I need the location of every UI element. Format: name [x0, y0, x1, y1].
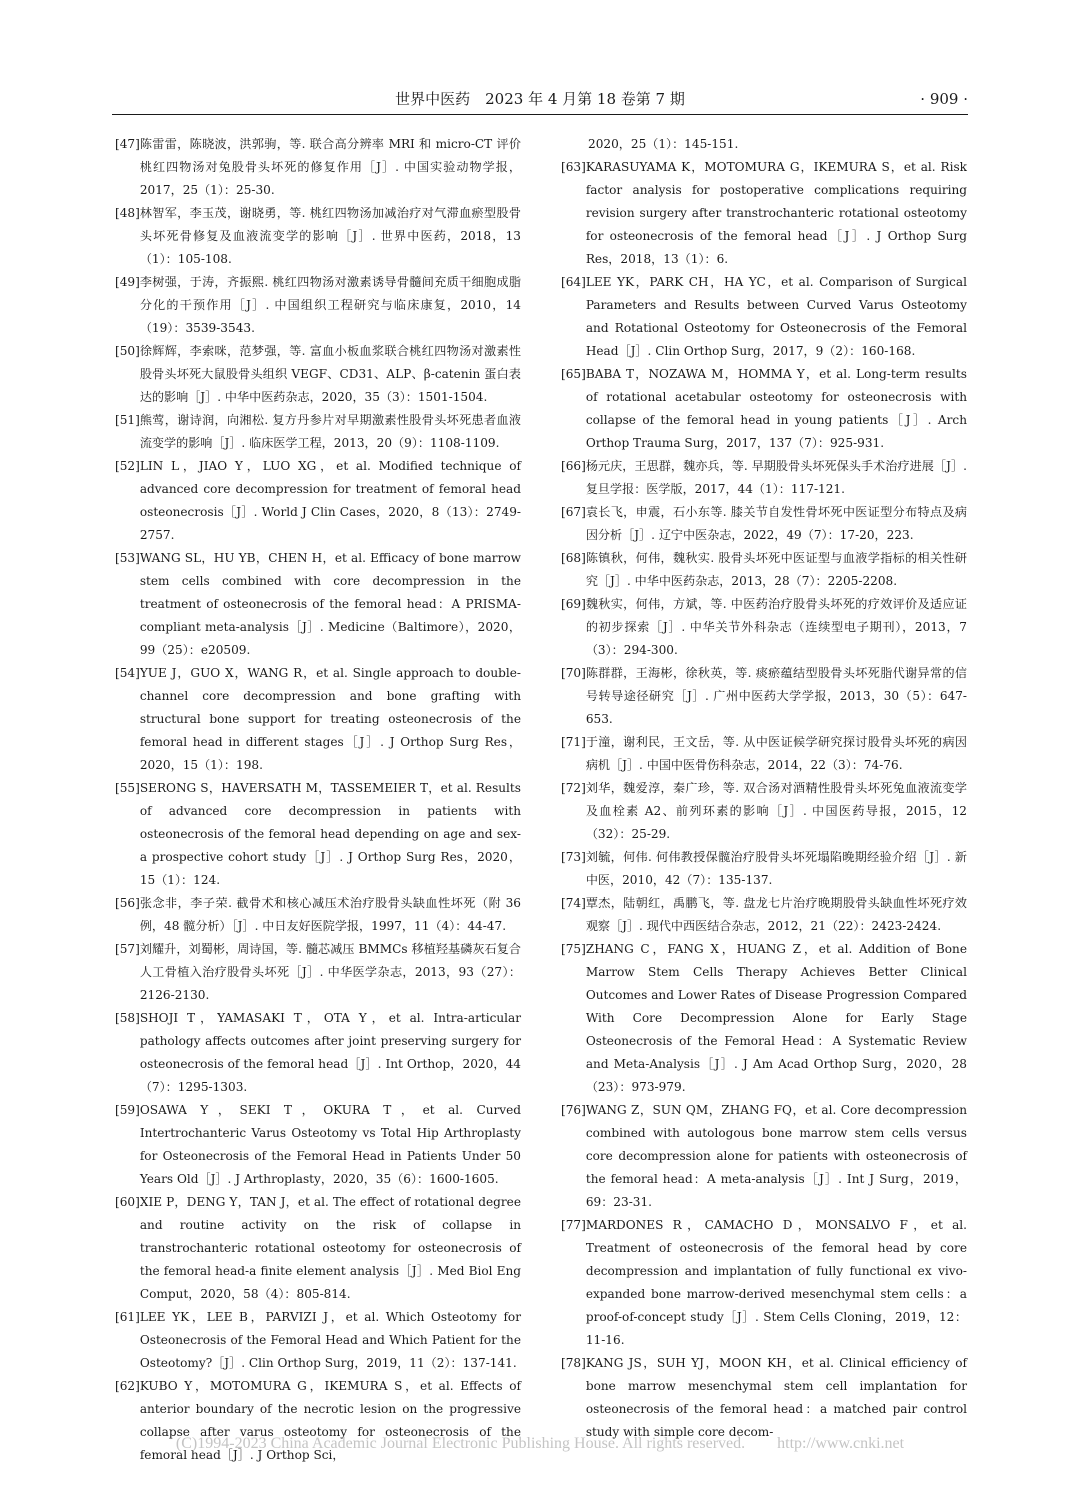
reference-text: KARASUYAMA K，MOTOMURA G，IKEMURA S，et al. Risk factor analysis for postoperative complications requiring revision surgery after transtrochanteric rotational osteotomy for osteonecrosis of the femoral head［J］. J Orthop Surg Res，2018，13（1）：6. [585, 160, 967, 266]
reference-text: SHOJI T，YAMASAKI T，OTA Y，et al. Intra-articular pathology affects outcomes after joint preserving surgery for osteonecrosis of the femoral head［J］. Int Orthop，2020，44（7）：1295-1303. [139, 1011, 521, 1094]
reference-entry [561, 271, 967, 363]
reference-number: [56] [115, 896, 140, 910]
reference-entry [115, 1191, 521, 1306]
reference-number: [70] [561, 666, 586, 680]
reference-entry [561, 156, 967, 271]
reference-text: BABA T，NOZAWA M，HOMMA Y，et al. Long-term results of rotational acetabular osteotomy for osteonecrosis with collapse of the femoral head in young patients［J］. Arch Orthop Trauma Surg，2017，137（7）：925-931. [585, 367, 967, 450]
reference-number: [51] [115, 413, 140, 427]
reference-number: [64] [561, 275, 586, 289]
reference-text: 林智军，李玉茂，谢晓勇，等. 桃红四物汤加减治疗对气滞血瘀型股骨头坏死骨修复及血液流变学的影响［J］. 世界中医药，2018，13（1）：105-108. [139, 206, 521, 266]
reference-text: 徐辉辉，李索咪，范梦强，等. 富血小板血浆联合桃红四物汤对激素性股骨头坏死大鼠股骨头组织 VEGF、CD31、ALP、β-catenin 蛋白表达的影响［J］. 中华中医药杂志，2020，35（3）：1501-1504. [139, 344, 521, 404]
reference-entry [115, 133, 521, 202]
reference-number: [67] [561, 505, 586, 519]
reference-entry [561, 593, 967, 662]
reference-entry [115, 340, 521, 409]
reference-text: KANG JS，SUH YJ，MOON KH，et al. Clinical efficiency of bone marrow mesenchymal stem cell implantation for osteonecrosis of the femoral head：a matched pair control study with simple core decom- [585, 1356, 967, 1439]
reference-entry [115, 1099, 521, 1191]
reference-number: [59] [115, 1103, 140, 1117]
reference-text: 魏秋实，何伟，方斌，等. 中医药治疗股骨头坏死的疗效评价及适应证的初步探索［J］. 中华关节外科杂志（连续型电子期刊），2013，7（3）：294-300. [585, 597, 967, 657]
reference-entry [115, 777, 521, 892]
reference-entry [115, 938, 521, 1007]
reference-entry [561, 363, 967, 455]
reference-entry [561, 1099, 967, 1214]
reference-number: [49] [115, 275, 140, 289]
reference-entry [561, 777, 967, 846]
reference-number: [73] [561, 850, 586, 864]
reference-entry [561, 731, 967, 777]
copyright-footer: (C)1994-2023 China Academic Journal Electronic Publishing House. All rights reserved. http://www.cnki.net [175, 1435, 905, 1452]
reference-entry [561, 1352, 967, 1444]
reference-text: 刘耀升，刘蜀彬，周诗国，等. 髓芯减压 BMMCs 移植羟基磷灰石复合人工骨植入治疗股骨头坏死［J］. 中华医学杂志，2013，93（27）：2126-2130. [139, 942, 521, 1002]
reference-number: [76] [561, 1103, 586, 1117]
reference-entry [115, 455, 521, 547]
reference-number: [47] [115, 137, 140, 151]
page-number: · 909 · [920, 90, 968, 108]
reference-number: [53] [115, 551, 140, 565]
reference-entry [115, 1007, 521, 1099]
reference-entry [115, 547, 521, 662]
reference-entry [561, 501, 967, 547]
reference-entry [561, 846, 967, 892]
reference-number: [74] [561, 896, 586, 910]
reference-text: 陈雷雷，陈晓波，洪郭驹，等. 联合高分辨率 MRI 和 micro-CT 评价桃红四物汤对兔股骨头坏死的修复作用［J］. 中国实验动物学报，2017，25（1）：25-30. [139, 137, 521, 197]
running-header [112, 88, 968, 112]
journal-title: 世界中医药 2023 年 4 月第 18 卷第 7 期 [395, 90, 685, 108]
reference-number: [48] [115, 206, 140, 220]
references-left-column [115, 133, 521, 1467]
reference-text: 熊莺，谢诗润，向湘松. 复方丹参片对早期激素性股骨头坏死患者血液流变学的影响［J］. 临床医学工程，2013，20（9）：1108-1109. [139, 413, 521, 450]
reference-number: [63] [561, 160, 586, 174]
reference-number: [61] [115, 1310, 140, 1324]
reference-number: [78] [561, 1356, 586, 1370]
reference-text: ZHANG C，FANG X，HUANG Z，et al. Addition of Bone Marrow Stem Cells Therapy Achieves Better Clinical Outcomes and Lower Rates of Disease Progression Compared With Core Decompression Alone for Early Stage Osteonecrosis of the Femoral Head：A Systematic Review and Meta-Analysis［J］. J Am Acad Orthop Surg，2020，28（23）：973-979. [585, 942, 967, 1094]
reference-text: 覃杰，陆朝红，禹鹏飞，等. 盘龙七片治疗晚期股骨头缺血性坏死疗效观察［J］. 现代中西医结合杂志，2012，21（22）：2423-2424. [585, 896, 967, 933]
reference-number: [54] [115, 666, 140, 680]
reference-text: 杨元庆，王思群，魏亦兵，等. 早期股骨头坏死保头手术治疗进展［J］. 复旦学报：医学版，2017，44（1）：117-121. [585, 459, 967, 496]
reference-entry [115, 409, 521, 455]
reference-number: [72] [561, 781, 586, 795]
reference-text: 袁长飞，申震，石小东等. 膝关节自发性骨坏死中医证型分布特点及病因分析［J］. 辽宁中医杂志，2022，49（7）：17-20，223. [585, 505, 967, 542]
reference-text: SERONG S，HAVERSATH M，TASSEMEIER T，et al. Results of advanced core decompression in patients with osteonecrosis of the femoral head depending on age and sex-a prospective cohort study［J］. J Orthop Surg Res，2020，15（1）：124. [139, 781, 521, 887]
reference-number: [52] [115, 459, 140, 473]
reference-entry [115, 1306, 521, 1375]
reference-text: 张念非，李子荣. 截骨术和核心减压术治疗股骨头缺血性坏死（附 36 例，48 髋分析）［J］. 中日友好医院学报，1997，11（4）：44-47. [139, 896, 521, 933]
reference-entry [561, 455, 967, 501]
reference-entry [561, 547, 967, 593]
reference-number: [71] [561, 735, 586, 749]
reference-number: [69] [561, 597, 586, 611]
reference-text: 陈镇秋，何伟，魏秋实. 股骨头坏死中医证型与血液学指标的相关性研究［J］. 中华中医药杂志，2013，28（7）：2205-2208. [585, 551, 967, 588]
reference-number: [58] [115, 1011, 140, 1025]
reference-text: MARDONES R，CAMACHO D，MONSALVO F，et al. Treatment of osteonecrosis of the femoral head by core decompression and implantation of fully functional ex vivo-expanded bone marrow-derived mesenchymal stem cells：a proof-of-concept study［J］. Stem Cells Cloning，2019，12：11-16. [585, 1218, 967, 1347]
reference-text: LEE YK，PARK CH，HA YC，et al. Comparison of Surgical Parameters and Results between Curved Varus Osteotomy and Rotational Osteotomy for Osteonecrosis of the Femoral Head［J］. Clin Orthop Surg，2017，9（2）：160-168. [585, 275, 967, 358]
reference-text: 李树强，于涛，齐振熙. 桃红四物汤对激素诱导骨髓间充质干细胞成脂分化的干预作用［J］. 中国组织工程研究与临床康复，2010，14（19）：3539-3543. [139, 275, 521, 335]
reference-text: 刘华，魏爱淳，秦广珍，等. 双合汤对酒精性股骨头坏死兔血液流变学及血栓素 A2、前列环素的影响［J］. 中国医药导报，2015，12（32）：25-29. [585, 781, 967, 841]
reference-continuation: 2020，25（1）：145-151. [588, 137, 739, 151]
reference-entry [115, 202, 521, 271]
reference-number: [62] [115, 1379, 140, 1393]
reference-number: [60] [115, 1195, 140, 1209]
reference-entry [561, 1214, 967, 1352]
reference-entry [561, 662, 967, 731]
reference-text: WANG Z，SUN QM，ZHANG FQ，et al. Core decompression combined with autologous bone marrow stem cells versus core decompression alone for patients with osteonecrosis of the femoral head：A meta-analysis［J］. Int J Surg，2019，69：23-31. [585, 1103, 967, 1209]
reference-text: 陈群群，王海彬，徐秋英，等. 痰瘀蕴结型股骨头坏死脂代谢异常的信号转导途径研究［J］. 广州中医药大学学报，2013，30（5）：647-653. [585, 666, 967, 726]
reference-number: [50] [115, 344, 140, 358]
reference-number: [55] [115, 781, 140, 795]
reference-text: LEE YK，LEE B，PARVIZI J，et al. Which Osteotomy for Osteonecrosis of the Femoral Head and Which Patient for the Osteotomy?［J］. Clin Orthop Surg，2019，11（2）：137-141. [139, 1310, 521, 1370]
reference-number: [57] [115, 942, 140, 956]
reference-number: [65] [561, 367, 586, 381]
reference-text: OSAWA Y，SEKI T，OKURA T，et al. Curved Intertrochanteric Varus Osteotomy vs Total Hip Arthroplasty for Osteonecrosis of the Femoral Head in Patients Under 50 Years Old［J］. J Arthroplasty，2020，35（6）：1600-1605. [139, 1103, 521, 1186]
reference-text: LIN L，JIAO Y，LUO XG，et al. Modified technique of advanced core decompression for treatment of femoral head osteonecrosis［J］. World J Clin Cases，2020，8（13）：2749-2757. [139, 459, 521, 542]
reference-text: 刘毓，何伟. 何伟教授保髋治疗股骨头坏死塌陷晚期经验介绍［J］. 新中医，2010，42（7）：135-137. [585, 850, 967, 887]
reference-number: [77] [561, 1218, 586, 1232]
reference-number: [66] [561, 459, 586, 473]
reference-entry [561, 892, 967, 938]
reference-text: 于潼，谢利民，王文岳，等. 从中医证候学研究探讨股骨头坏死的病因病机［J］. 中国中医骨伤科杂志，2014，22（3）：74-76. [585, 735, 967, 772]
references-right-column [561, 133, 967, 1444]
reference-text: YUE J，GUO X，WANG R，et al. Single approach to double-channel core decompression and bone grafting with structural bone support for treating osteonecrosis of the femoral head in different stages［J］. J Orthop Surg Res，2020，15（1）：198. [139, 666, 521, 772]
reference-text: XIE P，DENG Y，TAN J，et al. The effect of rotational degree and routine activity on the risk of collapse in transtrochanteric rotational osteotomy for osteonecrosis of the femoral head-a finite element analysis［J］. Med Biol Eng Comput，2020，58（4）：805-814. [139, 1195, 521, 1301]
reference-entry [561, 938, 967, 1099]
reference-number: [68] [561, 551, 586, 565]
reference-entry [115, 271, 521, 340]
reference-entry [115, 892, 521, 938]
reference-number: [75] [561, 942, 586, 956]
reference-text: KUBO Y，MOTOMURA G，IKEMURA S，et al. Effects of anterior boundary of the necrotic lesion on the progressive collapse after varus osteotomy for osteonecrosis of the femoral head［J］. J Orthop Sci， [139, 1379, 521, 1462]
header-rule [112, 114, 968, 115]
reference-text: WANG SL，HU YB，CHEN H，et al. Efficacy of bone marrow stem cells combined with core decompression in the treatment of osteonecrosis of the femoral head：A PRISMA-compliant meta-analysis［J］. Medicine（Baltimore），2020，99（25）：e20509. [139, 551, 521, 657]
reference-entry [115, 662, 521, 777]
